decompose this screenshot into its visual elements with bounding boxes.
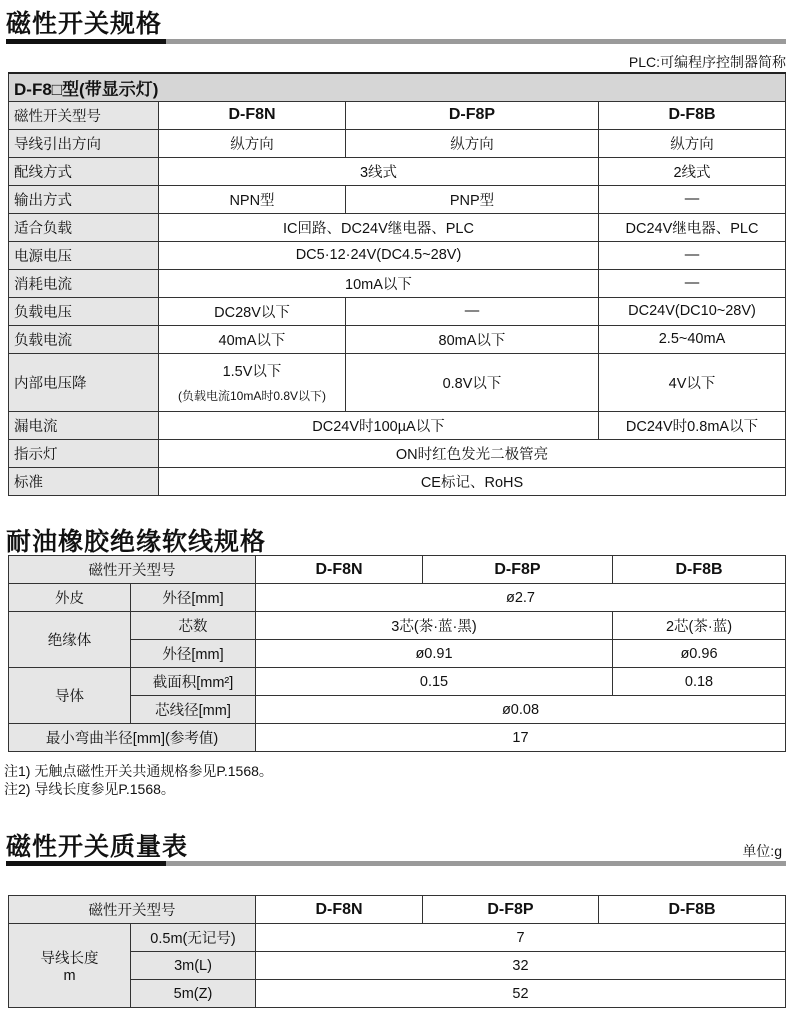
table-row	[9, 668, 786, 696]
cell: 0.5m(无记号)	[131, 924, 256, 952]
cell: 外径[mm]	[131, 584, 256, 612]
table-row	[9, 269, 786, 297]
weight-table	[8, 895, 786, 1008]
cell: D-F8P	[346, 101, 599, 129]
cell: ON时红色发光二极管亮	[159, 439, 786, 467]
cell: 外径[mm]	[131, 640, 256, 668]
cell: DC24V(DC10~28V)	[599, 297, 786, 325]
cell: 0.15	[256, 668, 613, 696]
cell: —	[346, 297, 599, 325]
cell: 绝缘体	[9, 612, 131, 668]
table-row	[9, 297, 786, 325]
table-title: D-F8□型(带显示灯)	[9, 73, 786, 101]
cell: 80mA以下	[346, 325, 599, 353]
cell: 导体	[9, 668, 131, 724]
cable-spec-table	[8, 555, 786, 752]
cell: 负载电压	[9, 297, 159, 325]
section-title-weight: 磁性开关质量表	[6, 833, 189, 861]
cell: D-F8N	[256, 896, 423, 924]
cell: 磁性开关型号	[9, 556, 256, 584]
cell: 导线引出方向	[9, 129, 159, 157]
table-row	[9, 612, 786, 640]
cell: 7	[256, 924, 786, 952]
cell: D-F8P	[423, 556, 613, 584]
table-row	[9, 241, 786, 269]
cell: D-F8N	[256, 556, 423, 584]
cell: 适合负载	[9, 213, 159, 241]
cell: 磁性开关型号	[9, 896, 256, 924]
cell: D-F8B	[599, 101, 786, 129]
table-row	[9, 129, 786, 157]
table-row	[9, 896, 786, 924]
cell: ø2.7	[256, 584, 786, 612]
cell: 纵方向	[346, 129, 599, 157]
cell: D-F8P	[423, 896, 599, 924]
title-underline	[6, 861, 786, 866]
cell: 40mA以下	[159, 325, 346, 353]
cell: DC28V以下	[159, 297, 346, 325]
cell: D-F8B	[599, 896, 786, 924]
cell: 0.8V以下	[346, 353, 599, 411]
table-row	[9, 101, 786, 129]
cell: 配线方式	[9, 157, 159, 185]
cell: 截面积[mm²]	[131, 668, 256, 696]
table-row	[9, 213, 786, 241]
cell: 17	[256, 724, 786, 752]
cell: 3芯(茶·蓝·黑)	[256, 612, 613, 640]
cell: 消耗电流	[9, 269, 159, 297]
table-row	[9, 584, 786, 612]
cell: 磁性开关型号	[9, 101, 159, 129]
cell: ø0.91	[256, 640, 613, 668]
table-row	[9, 411, 786, 439]
cell: D-F8N	[159, 101, 346, 129]
plc-note: PLC:可编程序控制器简称	[628, 54, 786, 70]
cell: 芯数	[131, 612, 256, 640]
unit-label: 单位:g	[742, 843, 782, 859]
cell: D-F8B	[613, 556, 786, 584]
cell: 电源电压	[9, 241, 159, 269]
table-row	[9, 353, 786, 411]
cell: IC回路、DC24V继电器、PLC	[159, 213, 599, 241]
cell: 3线式	[159, 157, 599, 185]
cell: DC24V时0.8mA以下	[599, 411, 786, 439]
footnote-2: 注2) 导线长度参见P.1568。	[4, 781, 175, 797]
cell: 4V以下	[599, 353, 786, 411]
cell: 指示灯	[9, 439, 159, 467]
footnote-1: 注1) 无触点磁性开关共通规格参见P.1568。	[4, 763, 273, 779]
cell-subnote: (负载电流10mA时0.8V以下)	[177, 389, 327, 403]
cell: ø0.08	[256, 696, 786, 724]
table-row	[9, 467, 786, 495]
cell: —	[599, 185, 786, 213]
cell: ø0.96	[613, 640, 786, 668]
table-row	[9, 924, 786, 952]
table-row	[9, 325, 786, 353]
cell: 最小弯曲半径[mm](参考值)	[9, 724, 256, 752]
cell: 纵方向	[159, 129, 346, 157]
cell: —	[599, 269, 786, 297]
title-underline	[6, 39, 786, 44]
cell: CE标记、RoHS	[159, 467, 786, 495]
cell: NPN型	[159, 185, 346, 213]
cell: 内部电压降	[9, 353, 159, 411]
group-label: 导线长度	[40, 951, 99, 967]
cell: 0.18	[613, 668, 786, 696]
cell	[159, 353, 346, 411]
cell: 负载电流	[9, 325, 159, 353]
table-row	[9, 185, 786, 213]
cell: 纵方向	[599, 129, 786, 157]
table-row	[9, 439, 786, 467]
section-title-specs: 磁性开关规格	[6, 10, 163, 38]
cell: 2.5~40mA	[599, 325, 786, 353]
cell: DC24V继电器、PLC	[599, 213, 786, 241]
cell-line: 1.5V以下	[222, 364, 282, 380]
cell: 芯线径[mm]	[131, 696, 256, 724]
cell: 10mA以下	[159, 269, 599, 297]
section-title-cable: 耐油橡胶绝缘软线规格	[6, 528, 267, 556]
cell: 输出方式	[9, 185, 159, 213]
table-row	[9, 724, 786, 752]
cell: 标准	[9, 467, 159, 495]
group-unit: m	[63, 968, 76, 984]
table-row	[9, 556, 786, 584]
cell: 外皮	[9, 584, 131, 612]
cell: 32	[256, 952, 786, 980]
table-row	[9, 157, 786, 185]
cell: PNP型	[346, 185, 599, 213]
switch-spec-table	[8, 72, 786, 496]
cell: 2线式	[599, 157, 786, 185]
cell: 2芯(茶·蓝)	[613, 612, 786, 640]
cell: 漏电流	[9, 411, 159, 439]
cell	[9, 924, 131, 1008]
cell: 5m(Z)	[131, 980, 256, 1008]
cell: 3m(L)	[131, 952, 256, 980]
cell: DC5·12·24V(DC4.5~28V)	[159, 241, 599, 269]
cell: —	[599, 241, 786, 269]
cell: DC24V时100µA以下	[159, 411, 599, 439]
cell: 52	[256, 980, 786, 1008]
